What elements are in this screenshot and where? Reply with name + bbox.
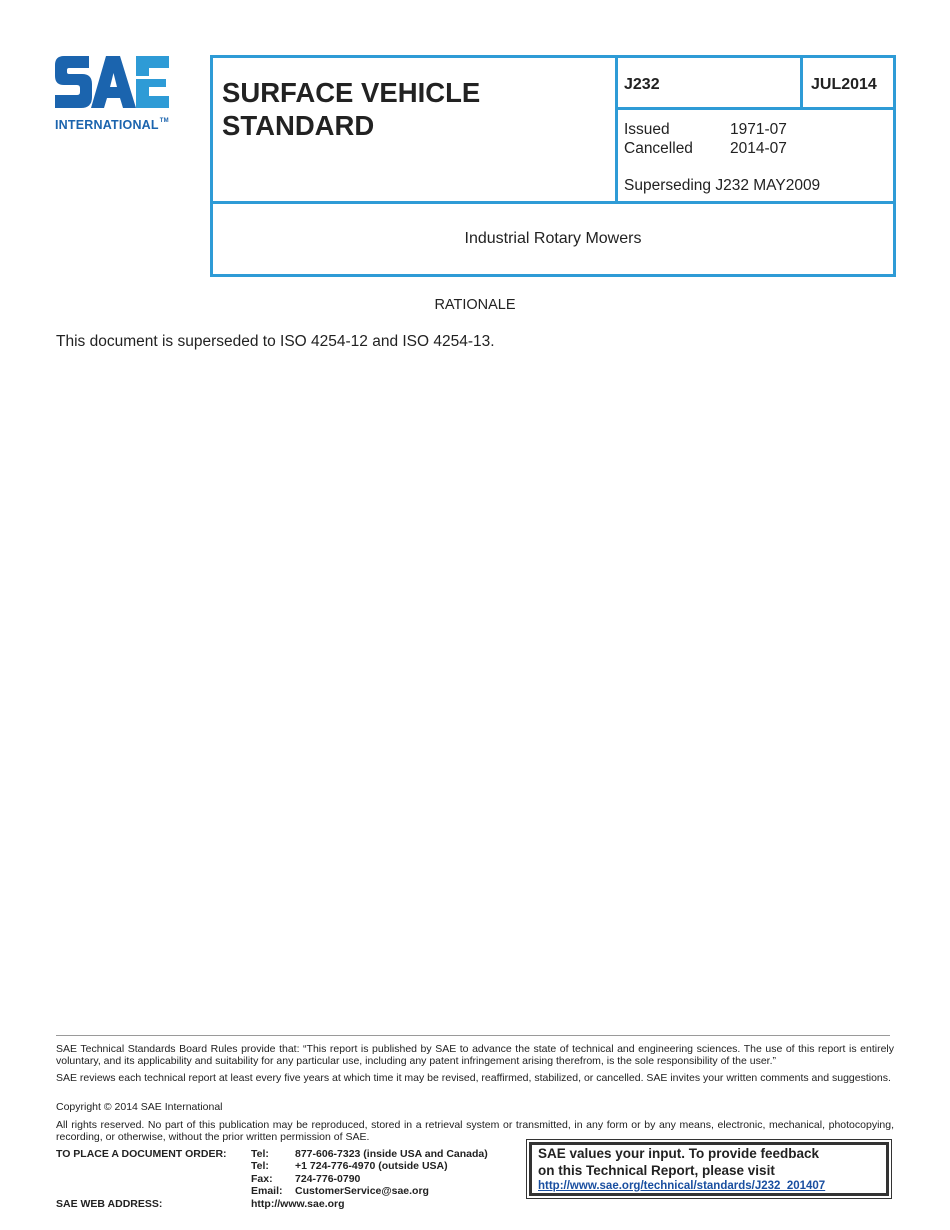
logo-tagline: INTERNATIONAL™ — [55, 118, 169, 132]
feedback-text-line1: SAE values your input. To provide feedback — [538, 1146, 820, 1161]
contact-email[interactable]: Email: CustomerService@sae.org — [251, 1184, 429, 1197]
footer-copyright: Copyright © 2014 SAE International — [56, 1101, 223, 1113]
cancelled-label: Cancelled — [624, 140, 693, 157]
feedback-text-line2: on this Technical Report, please visit — [538, 1162, 775, 1178]
contact-fax: Fax: 724-776-0790 — [251, 1172, 361, 1185]
contact-list — [251, 1148, 488, 1197]
cancelled-value: 2014-07 — [730, 140, 787, 157]
rationale-heading: RATIONALE — [434, 297, 516, 313]
rationale-text: This document is superseded to ISO 4254-12 and ISO 4254-13. — [56, 333, 495, 350]
document-type — [222, 76, 480, 142]
footer-divider — [56, 1035, 890, 1036]
sae-logo-mark — [52, 52, 172, 114]
document-title: Industrial Rotary Mowers — [464, 230, 642, 247]
footer-rights-text: All rights reserved. No part of this publication may be reproduced, stored in a retrieval system or transmitted, in any form or by any means, electronic, mechanical, photocopying, recording, or otherwise, without the prior written permission of SAE. — [56, 1119, 894, 1143]
document-number: J232 — [624, 76, 660, 93]
footer-rules-text: SAE Technical Standards Board Rules provide that: “This report is published by SAE to advance the state of technical and engineering sciences. The use of this report is entirely voluntary, and its applicability and suitability for any particular use, including any patent infringement arising therefrom, is the sole responsibility of the user.” — [56, 1043, 894, 1067]
order-label: TO PLACE A DOCUMENT ORDER: — [56, 1148, 227, 1160]
contact-tel-international: Tel: +1 724-776-4970 (outside USA) — [251, 1160, 448, 1173]
web-address-label: SAE WEB ADDRESS: — [56, 1198, 163, 1210]
document-type-line2: STANDARD — [222, 110, 375, 141]
contact-tel-domestic: Tel: 877-606-7323 (inside USA and Canada) — [251, 1148, 488, 1160]
web-address-link[interactable]: http://www.sae.org — [251, 1198, 345, 1210]
footer-reviews-text: SAE reviews each technical report at least every five years at which time it may be revised, reaffirmed, stabilized, or cancelled. SAE invites your written comments and suggestions. — [56, 1072, 891, 1084]
header-divider-title — [213, 201, 896, 204]
header-divider-vertical — [615, 58, 618, 203]
document-date: JUL2014 — [811, 76, 877, 93]
sae-logo — [52, 52, 182, 142]
header-divider-date — [800, 58, 803, 108]
superseding-text: Superseding J232 MAY2009 — [624, 177, 821, 194]
issued-value: 1971-07 — [730, 121, 787, 138]
feedback-box-inner — [529, 1142, 889, 1196]
document-type-line1: SURFACE VEHICLE — [222, 77, 481, 108]
issued-label: Issued — [624, 121, 670, 138]
header-divider-meta — [615, 107, 896, 110]
feedback-box — [526, 1139, 892, 1199]
feedback-link[interactable]: http://www.sae.org/technical/standards/J232_201407 — [538, 1180, 826, 1192]
